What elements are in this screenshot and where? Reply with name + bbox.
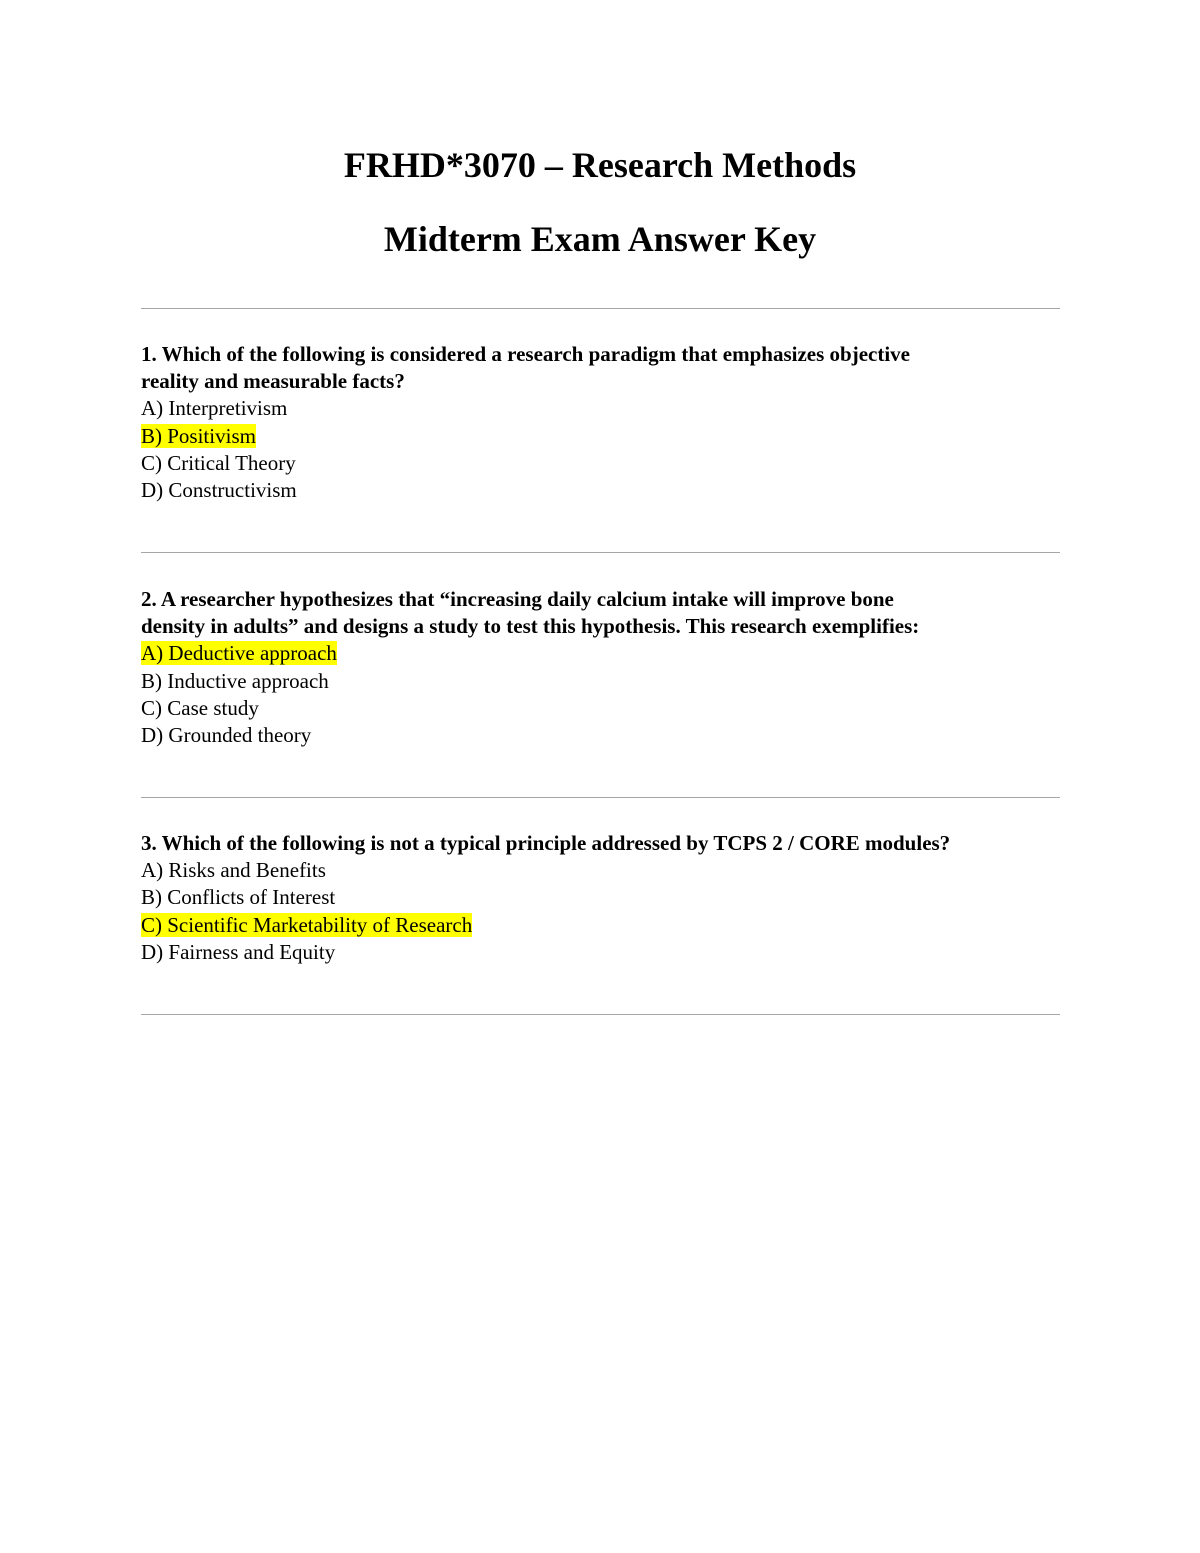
option-a-correct [141,640,1061,667]
option-a: A) Interpretivism [141,396,288,421]
question-stem-line: 2. A researcher hypothesizes that “increasing daily calcium intake will improve bone [141,587,894,611]
option-b-correct [141,423,1061,450]
question-3 [141,830,1061,966]
divider [141,552,1060,553]
document-title: Midterm Exam Answer Key [383,219,817,259]
answer-highlight: C) Scientific Marketability of Research [141,912,473,937]
question-stem-line: 1. Which of the following is considered a research paradigm that emphasizes objective [141,342,910,366]
option-c: C) Critical Theory [141,450,296,475]
divider [141,308,1060,309]
question-stem [141,586,1061,640]
option-d: D) Constructivism [141,478,297,503]
option-b: B) Inductive approach [141,668,329,693]
question-1 [141,341,1061,504]
answer-highlight: A) Deductive approach [141,641,337,666]
question-stem-line: reality and measurable facts? [141,369,405,394]
option-a: A) Risks and Benefits [141,858,326,883]
question-stem [141,830,1061,857]
question-stem [141,341,1061,395]
option-c: C) Case study [141,695,259,720]
course-title: FRHD*3070 – Research Methods [343,145,857,185]
question-stem-line: density in adults” and designs a study to test this hypothesis. This research exemplifies: [141,614,920,639]
answer-highlight: B) Positivism [141,423,256,448]
divider [141,1014,1060,1015]
divider [141,797,1060,798]
option-d: D) Fairness and Equity [141,939,336,964]
option-d: D) Grounded theory [141,723,312,748]
option-c-correct [141,912,1061,939]
question-stem-line: 3. Which of the following is not a typical principle addressed by TCPS 2 / CORE modules? [141,831,951,855]
option-b: B) Conflicts of Interest [141,885,336,910]
question-2 [141,586,1061,749]
